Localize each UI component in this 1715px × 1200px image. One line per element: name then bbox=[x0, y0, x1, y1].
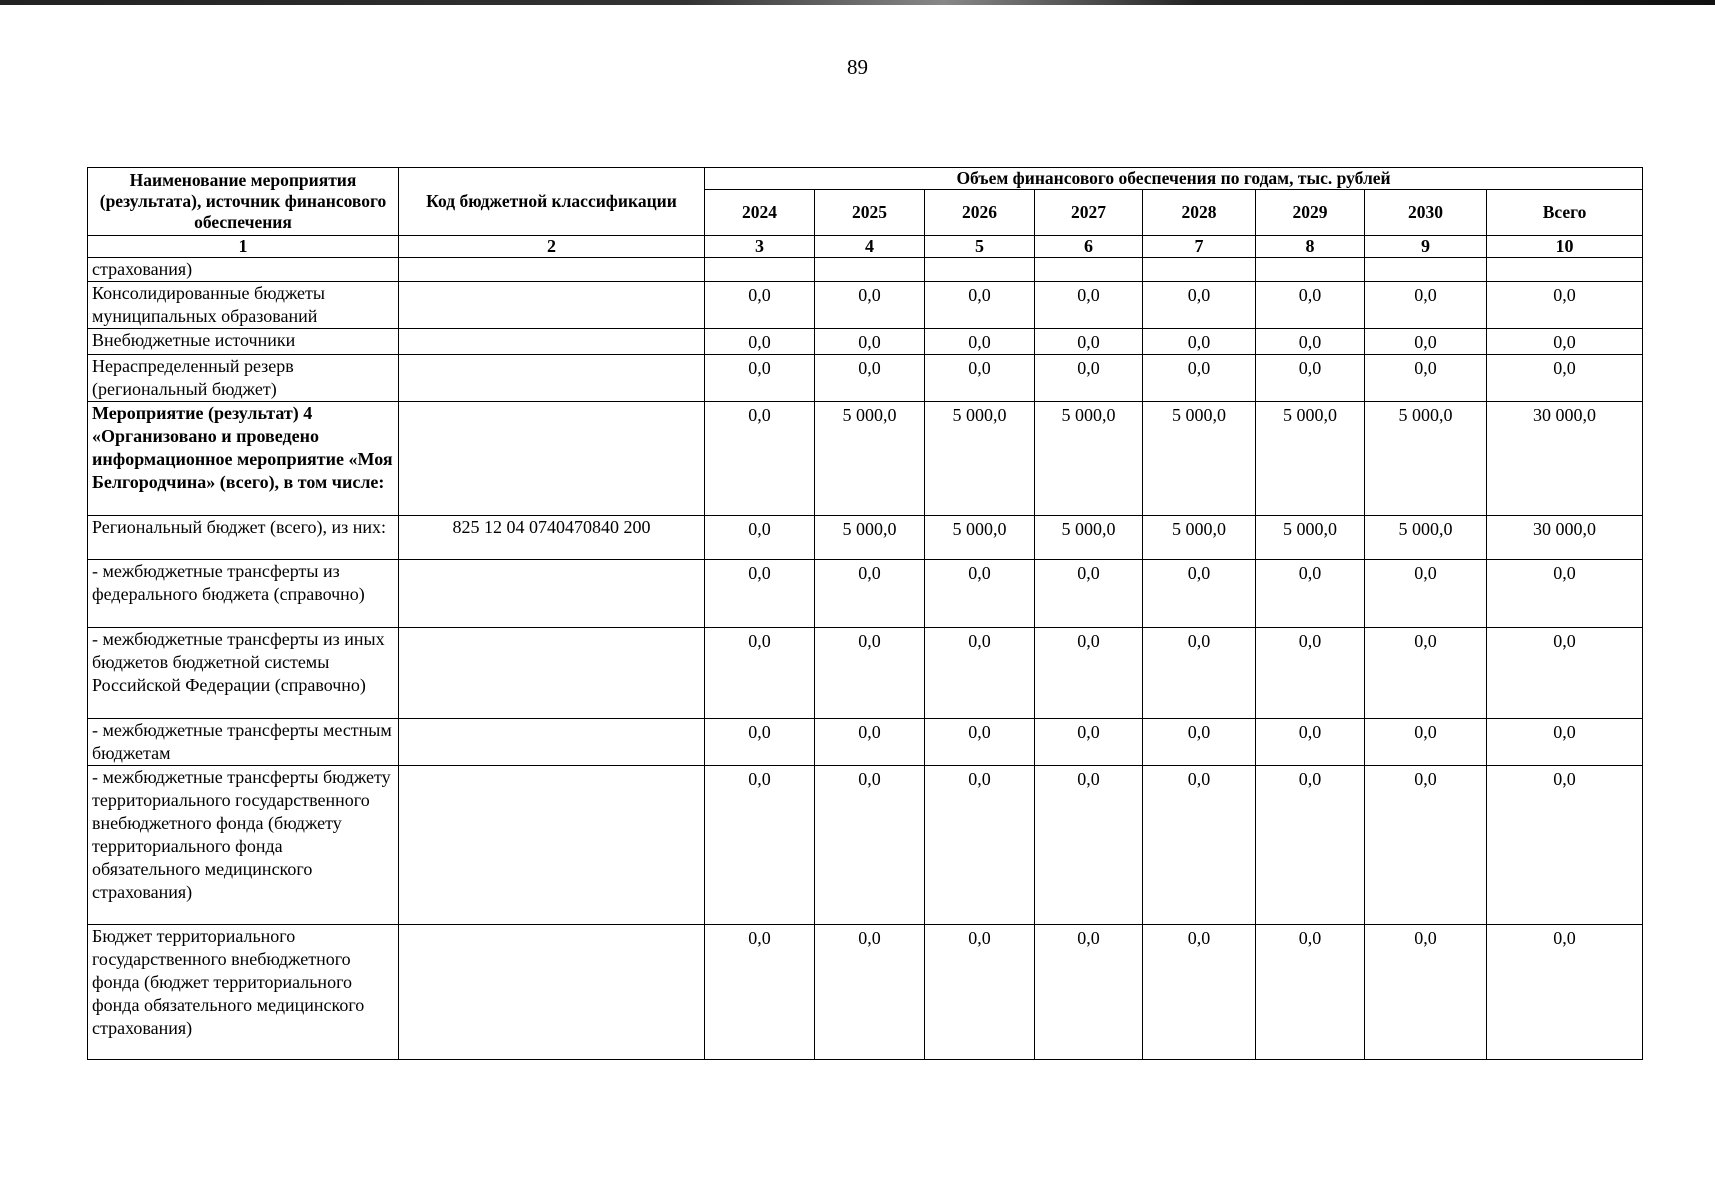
row-name-cell: Мероприятие (результат) 4 «Организовано и проведено информационное мероприятие «Моя Белгородчина» (всего), в том числе: bbox=[88, 402, 399, 516]
header-total: Всего bbox=[1487, 190, 1643, 236]
row-value-cell: 0,0 bbox=[1256, 282, 1365, 329]
row-value-cell: 0,0 bbox=[705, 560, 815, 628]
row-total-cell: 0,0 bbox=[1487, 329, 1643, 355]
row-value-cell: 0,0 bbox=[815, 560, 925, 628]
table-row bbox=[88, 925, 1643, 1060]
header-volume-group: Объем финансового обеспечения по годам, тыс. рублей bbox=[705, 168, 1643, 190]
header-year: 2028 bbox=[1143, 190, 1256, 236]
row-value-cell: 0,0 bbox=[1035, 560, 1143, 628]
row-value-cell bbox=[705, 258, 815, 282]
row-total-cell bbox=[1487, 258, 1643, 282]
row-name-cell: - межбюджетные трансферты из федерального бюджета (справочно) bbox=[88, 560, 399, 628]
row-value-cell bbox=[1143, 258, 1256, 282]
column-number: 9 bbox=[1365, 236, 1487, 258]
table-row bbox=[88, 516, 1643, 560]
row-value-cell: 0,0 bbox=[925, 560, 1035, 628]
row-value-cell: 0,0 bbox=[1256, 925, 1365, 1060]
row-value-cell: 0,0 bbox=[925, 628, 1035, 719]
row-total-cell: 0,0 bbox=[1487, 719, 1643, 766]
column-number: 5 bbox=[925, 236, 1035, 258]
row-total-cell: 0,0 bbox=[1487, 925, 1643, 1060]
row-value-cell: 0,0 bbox=[815, 766, 925, 925]
row-value-cell: 5 000,0 bbox=[1035, 402, 1143, 516]
row-code-cell bbox=[399, 258, 705, 282]
header-year: 2029 bbox=[1256, 190, 1365, 236]
row-name-cell: - межбюджетные трансферты местным бюджетам bbox=[88, 719, 399, 766]
row-value-cell: 5 000,0 bbox=[815, 402, 925, 516]
row-value-cell bbox=[1256, 258, 1365, 282]
row-value-cell: 0,0 bbox=[925, 282, 1035, 329]
row-code-cell bbox=[399, 282, 705, 329]
row-value-cell: 5 000,0 bbox=[1143, 516, 1256, 560]
header-year: 2024 bbox=[705, 190, 815, 236]
table-row bbox=[88, 282, 1643, 329]
row-name-cell: - межбюджетные трансферты бюджету территориального государственного внебюджетного фонда (бюджету территориального фонда обязательного медицинского страхования) bbox=[88, 766, 399, 925]
row-value-cell: 0,0 bbox=[1035, 925, 1143, 1060]
row-value-cell: 5 000,0 bbox=[1143, 402, 1256, 516]
row-value-cell: 0,0 bbox=[705, 329, 815, 355]
column-number: 8 bbox=[1256, 236, 1365, 258]
header-name-col: Наименование мероприятия (результата), источник финансового обеспечения bbox=[88, 168, 399, 236]
row-code-cell bbox=[399, 560, 705, 628]
header-year: 2030 bbox=[1365, 190, 1487, 236]
row-value-cell: 5 000,0 bbox=[925, 516, 1035, 560]
budget-table bbox=[87, 167, 1643, 1060]
row-value-cell: 0,0 bbox=[1035, 282, 1143, 329]
header-year: 2026 bbox=[925, 190, 1035, 236]
column-number: 3 bbox=[705, 236, 815, 258]
row-name-cell: Внебюджетные источники bbox=[88, 329, 399, 355]
row-total-cell: 0,0 bbox=[1487, 560, 1643, 628]
row-name-cell: страхования) bbox=[88, 258, 399, 282]
row-total-cell: 0,0 bbox=[1487, 766, 1643, 925]
row-name-cell: - межбюджетные трансферты из иных бюджетов бюджетной системы Российской Федерации (справочно) bbox=[88, 628, 399, 719]
row-value-cell: 0,0 bbox=[1143, 560, 1256, 628]
row-value-cell: 0,0 bbox=[1143, 329, 1256, 355]
row-value-cell: 0,0 bbox=[815, 719, 925, 766]
row-value-cell: 0,0 bbox=[1256, 355, 1365, 402]
row-total-cell: 0,0 bbox=[1487, 355, 1643, 402]
row-name-cell: Нераспределенный резерв (региональный бюджет) bbox=[88, 355, 399, 402]
row-name-cell: Региональный бюджет (всего), из них: bbox=[88, 516, 399, 560]
row-value-cell: 0,0 bbox=[1143, 628, 1256, 719]
table-body bbox=[88, 258, 1643, 1060]
row-value-cell: 0,0 bbox=[1365, 766, 1487, 925]
row-value-cell: 0,0 bbox=[815, 329, 925, 355]
row-code-cell bbox=[399, 402, 705, 516]
row-value-cell: 0,0 bbox=[1035, 355, 1143, 402]
column-number: 6 bbox=[1035, 236, 1143, 258]
row-value-cell: 5 000,0 bbox=[1035, 516, 1143, 560]
row-code-cell bbox=[399, 925, 705, 1060]
row-value-cell bbox=[1365, 258, 1487, 282]
row-value-cell: 5 000,0 bbox=[925, 402, 1035, 516]
table-row bbox=[88, 329, 1643, 355]
row-value-cell: 0,0 bbox=[1256, 628, 1365, 719]
row-code-cell bbox=[399, 719, 705, 766]
row-value-cell: 0,0 bbox=[1365, 560, 1487, 628]
row-value-cell: 5 000,0 bbox=[1365, 516, 1487, 560]
table-row bbox=[88, 719, 1643, 766]
row-value-cell: 0,0 bbox=[815, 282, 925, 329]
row-value-cell: 0,0 bbox=[1143, 282, 1256, 329]
row-value-cell: 0,0 bbox=[1035, 766, 1143, 925]
row-value-cell: 0,0 bbox=[1035, 329, 1143, 355]
page-number: 89 bbox=[847, 55, 868, 79]
row-value-cell: 5 000,0 bbox=[815, 516, 925, 560]
row-value-cell: 0,0 bbox=[705, 516, 815, 560]
row-value-cell: 0,0 bbox=[705, 282, 815, 329]
row-total-cell: 30 000,0 bbox=[1487, 516, 1643, 560]
row-value-cell: 0,0 bbox=[1365, 329, 1487, 355]
header-row-1 bbox=[88, 168, 1643, 190]
row-value-cell: 0,0 bbox=[1035, 719, 1143, 766]
row-value-cell: 0,0 bbox=[1143, 719, 1256, 766]
table-row bbox=[88, 560, 1643, 628]
row-value-cell: 0,0 bbox=[815, 628, 925, 719]
row-value-cell: 0,0 bbox=[1256, 560, 1365, 628]
row-value-cell: 0,0 bbox=[705, 402, 815, 516]
row-value-cell: 0,0 bbox=[925, 925, 1035, 1060]
table-row bbox=[88, 258, 1643, 282]
row-total-cell: 0,0 bbox=[1487, 628, 1643, 719]
row-value-cell: 0,0 bbox=[925, 719, 1035, 766]
table-row bbox=[88, 628, 1643, 719]
row-value-cell bbox=[1035, 258, 1143, 282]
row-value-cell: 0,0 bbox=[1256, 766, 1365, 925]
row-value-cell: 0,0 bbox=[1365, 925, 1487, 1060]
row-value-cell: 0,0 bbox=[705, 719, 815, 766]
row-name-cell: Бюджет территориального государственного внебюджетного фонда (бюджет территориального фонда обязательного медицинского страхования) bbox=[88, 925, 399, 1060]
row-value-cell: 0,0 bbox=[705, 355, 815, 402]
column-number: 1 bbox=[88, 236, 399, 258]
row-value-cell: 0,0 bbox=[1143, 766, 1256, 925]
table-row bbox=[88, 766, 1643, 925]
row-value-cell: 0,0 bbox=[815, 355, 925, 402]
header-year: 2025 bbox=[815, 190, 925, 236]
row-code-cell bbox=[399, 355, 705, 402]
scan-edge-bar bbox=[0, 0, 1715, 5]
row-value-cell: 0,0 bbox=[1143, 355, 1256, 402]
row-code-cell: 825 12 04 0740470840 200 bbox=[399, 516, 705, 560]
row-total-cell: 30 000,0 bbox=[1487, 402, 1643, 516]
header-year: 2027 bbox=[1035, 190, 1143, 236]
row-code-cell bbox=[399, 628, 705, 719]
column-number: 2 bbox=[399, 236, 705, 258]
row-value-cell: 0,0 bbox=[1365, 355, 1487, 402]
row-value-cell: 0,0 bbox=[1365, 282, 1487, 329]
column-number: 10 bbox=[1487, 236, 1643, 258]
row-value-cell: 0,0 bbox=[705, 766, 815, 925]
row-value-cell: 0,0 bbox=[1365, 628, 1487, 719]
column-number: 7 bbox=[1143, 236, 1256, 258]
row-value-cell: 0,0 bbox=[705, 628, 815, 719]
row-value-cell: 0,0 bbox=[705, 925, 815, 1060]
row-value-cell bbox=[925, 258, 1035, 282]
row-total-cell: 0,0 bbox=[1487, 282, 1643, 329]
row-value-cell: 5 000,0 bbox=[1365, 402, 1487, 516]
row-value-cell: 0,0 bbox=[1035, 628, 1143, 719]
column-number-row bbox=[88, 236, 1643, 258]
table-row bbox=[88, 355, 1643, 402]
column-number: 4 bbox=[815, 236, 925, 258]
row-value-cell: 0,0 bbox=[1256, 329, 1365, 355]
row-value-cell: 0,0 bbox=[1143, 925, 1256, 1060]
row-value-cell: 0,0 bbox=[925, 766, 1035, 925]
table-row bbox=[88, 402, 1643, 516]
row-value-cell: 0,0 bbox=[925, 355, 1035, 402]
row-value-cell: 5 000,0 bbox=[1256, 402, 1365, 516]
header-code-col: Код бюджетной классификации bbox=[399, 168, 705, 236]
row-value-cell: 0,0 bbox=[815, 925, 925, 1060]
row-name-cell: Консолидированные бюджеты муниципальных образований bbox=[88, 282, 399, 329]
row-value-cell: 0,0 bbox=[1365, 719, 1487, 766]
row-code-cell bbox=[399, 329, 705, 355]
row-value-cell: 5 000,0 bbox=[1256, 516, 1365, 560]
row-value-cell: 0,0 bbox=[925, 329, 1035, 355]
row-code-cell bbox=[399, 766, 705, 925]
row-value-cell: 0,0 bbox=[1256, 719, 1365, 766]
row-value-cell bbox=[815, 258, 925, 282]
